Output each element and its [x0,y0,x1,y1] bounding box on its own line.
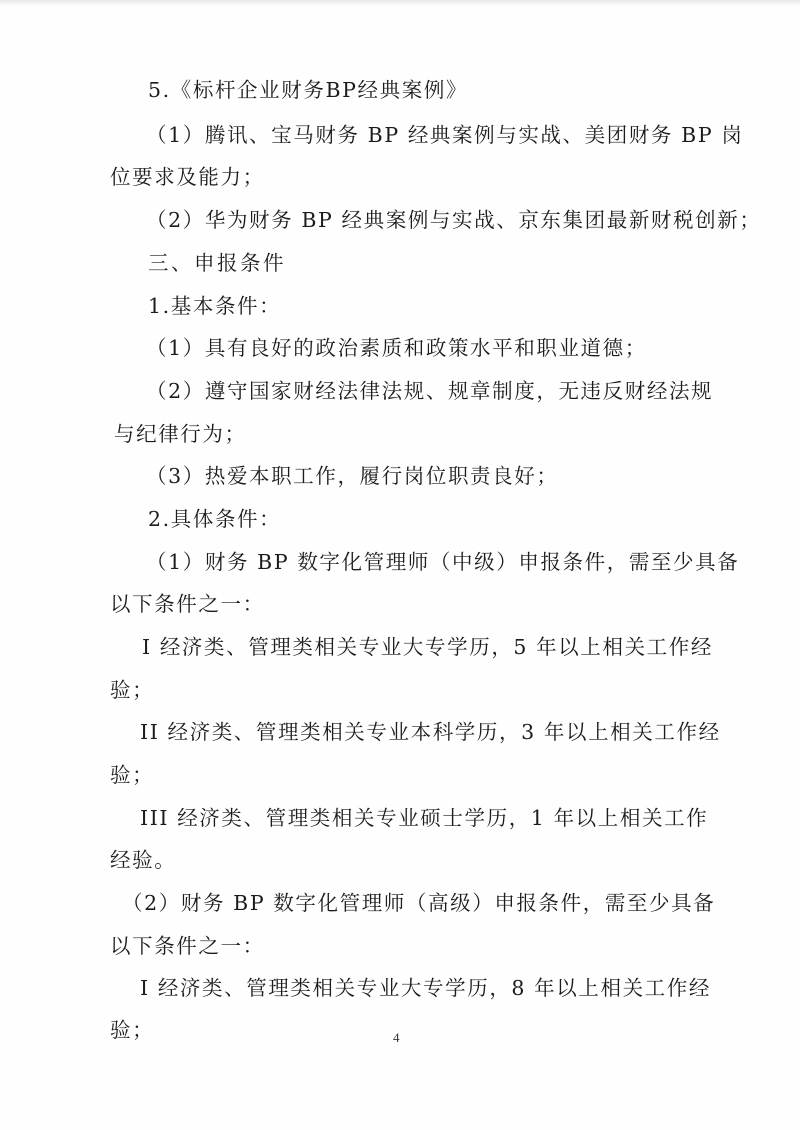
text-line: III 经济类、管理类相关专业硕士学历，1 年以上相关工作 [140,806,709,830]
text-line: （3）热爱本职工作，履行岗位职责良好； [146,464,559,488]
page-number: 4 [393,1030,400,1045]
text-line: 1.基本条件： [148,294,282,318]
text-line: I 经济类、管理类相关专业大专学历，8 年以上相关工作经 [140,976,711,1000]
text-line: 5.《标杆企业财务BP经典案例》 [148,78,469,102]
text-line: 验； [110,1018,155,1042]
text-line: 验； [110,678,155,702]
text-line: I 经济类、管理类相关专业大专学历，5 年以上相关工作经 [142,635,713,659]
text-line: （2）华为财务 BP 经典案例与实战、京东集团最新财税创新； [146,208,762,232]
text-line: 位要求及能力； [110,165,265,189]
text-line: 2.具体条件： [148,507,282,531]
text-line: 经验。 [110,848,177,872]
text-line: 以下条件之一： [110,592,265,616]
section-heading: 三、申报条件 [148,251,286,275]
text-line: II 经济类、管理类相关专业本科学历，3 年以上相关工作经 [140,720,721,744]
scan-edge [0,0,800,6]
text-line: 与纪律行为； [114,422,247,446]
text-line: （1）腾讯、宝马财务 BP 经典案例与实战、美团财务 BP 岗 [146,123,744,147]
text-line: （1）财务 BP 数字化管理师（中级）申报条件，需至少具备 [146,550,740,574]
text-line: （2）财务 BP 数字化管理师（高级）申报条件，需至少具备 [122,891,716,915]
text-line: （2）遵守国家财经法律法规、规章制度，无违反财经法规 [146,379,714,403]
text-line: 验； [110,763,155,787]
text-line: （1）具有良好的政治素质和政策水平和职业道德； [146,336,647,360]
text-line: 以下条件之一： [110,934,265,958]
